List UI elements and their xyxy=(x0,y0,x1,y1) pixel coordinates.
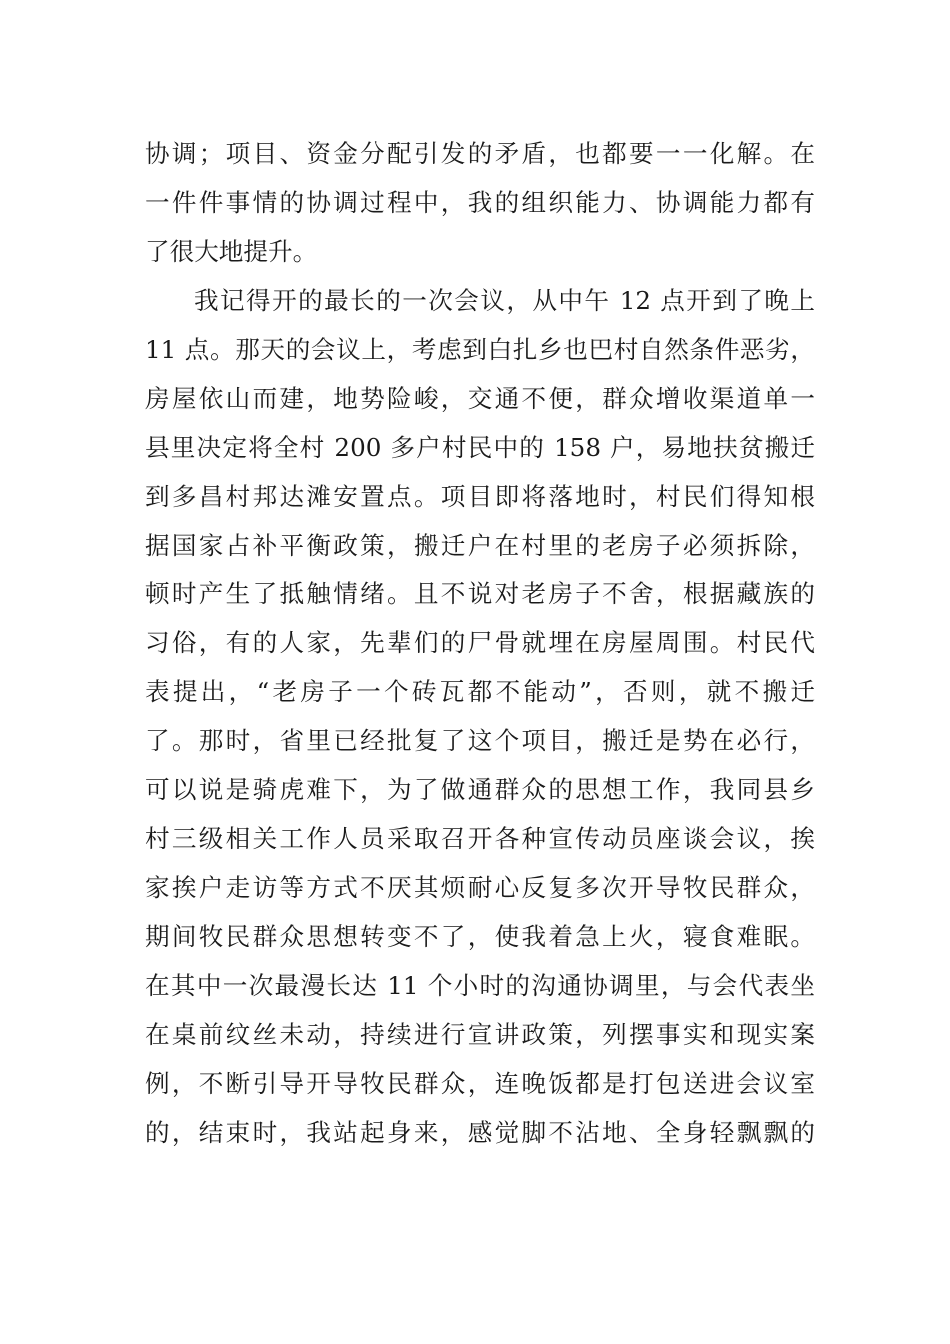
text-line: 房屋依山而建，地势险峻，交通不便，群众增收渠道单一 xyxy=(145,383,815,413)
text-line: 协调；项目、资金分配引发的矛盾，也都要一一化解。在 xyxy=(145,139,815,168)
text-line: 可以说是骑虎难下，为了做通群众的思想工作，我同县乡 xyxy=(145,775,815,805)
text-line: 县里决定将全村 200 多户村民中的 158 户，易地扶贫搬迁 xyxy=(145,432,815,462)
text-line: 了。那时，省里已经批复了这个项目，搬迁是势在必行， xyxy=(145,726,815,756)
text-line: 村三级相关工作人员采取召开各种宣传动员座谈会议，挨 xyxy=(145,824,815,854)
text-line: 了很大地提升。 xyxy=(145,236,318,266)
text-line: 例，不断引导开导牧民群众，连晚饭都是打包送进会议室 xyxy=(145,1068,815,1098)
text-line: 顿时产生了抵触情绪。且不说对老房子不舍，根据藏族的 xyxy=(145,579,815,609)
text-line: 表提出，“老房子一个砖瓦都不能动”，否则，就不搬迁 xyxy=(145,677,815,707)
text-line: 11 点。那天的会议上，考虑到白扎乡也巴村自然条件恶劣， xyxy=(145,334,815,364)
paragraph xyxy=(145,130,815,277)
paragraph xyxy=(145,277,815,1158)
text-line: 习俗，有的人家，先辈们的尸骨就埋在房屋周围。村民代 xyxy=(145,628,815,658)
body-text xyxy=(145,130,815,1158)
text-line: 期间牧民群众思想转变不了，使我着急上火，寝食难眠。 xyxy=(145,922,815,951)
text-line: 据国家占补平衡政策，搬迁户在村里的老房子必须拆除， xyxy=(145,530,815,560)
text-line: 一件件事情的协调过程中，我的组织能力、协调能力都有 xyxy=(145,187,815,217)
text-line: 的，结束时，我站起身来，感觉脚不沾地、全身轻飘飘的 xyxy=(145,1117,815,1147)
text-line: 在其中一次最漫长达 11 个小时的沟通协调里，与会代表坐 xyxy=(145,970,815,1000)
text-line: 家挨户走访等方式不厌其烦耐心反复多次开导牧民群众， xyxy=(145,873,815,903)
text-line: 在桌前纹丝未动，持续进行宣讲政策，列摆事实和现实案 xyxy=(145,1019,815,1049)
text-line: 到多昌村邦达滩安置点。项目即将落地时，村民们得知根 xyxy=(145,481,815,511)
text-line: 我记得开的最长的一次会议，从中午 12 点开到了晚上 xyxy=(194,285,815,315)
